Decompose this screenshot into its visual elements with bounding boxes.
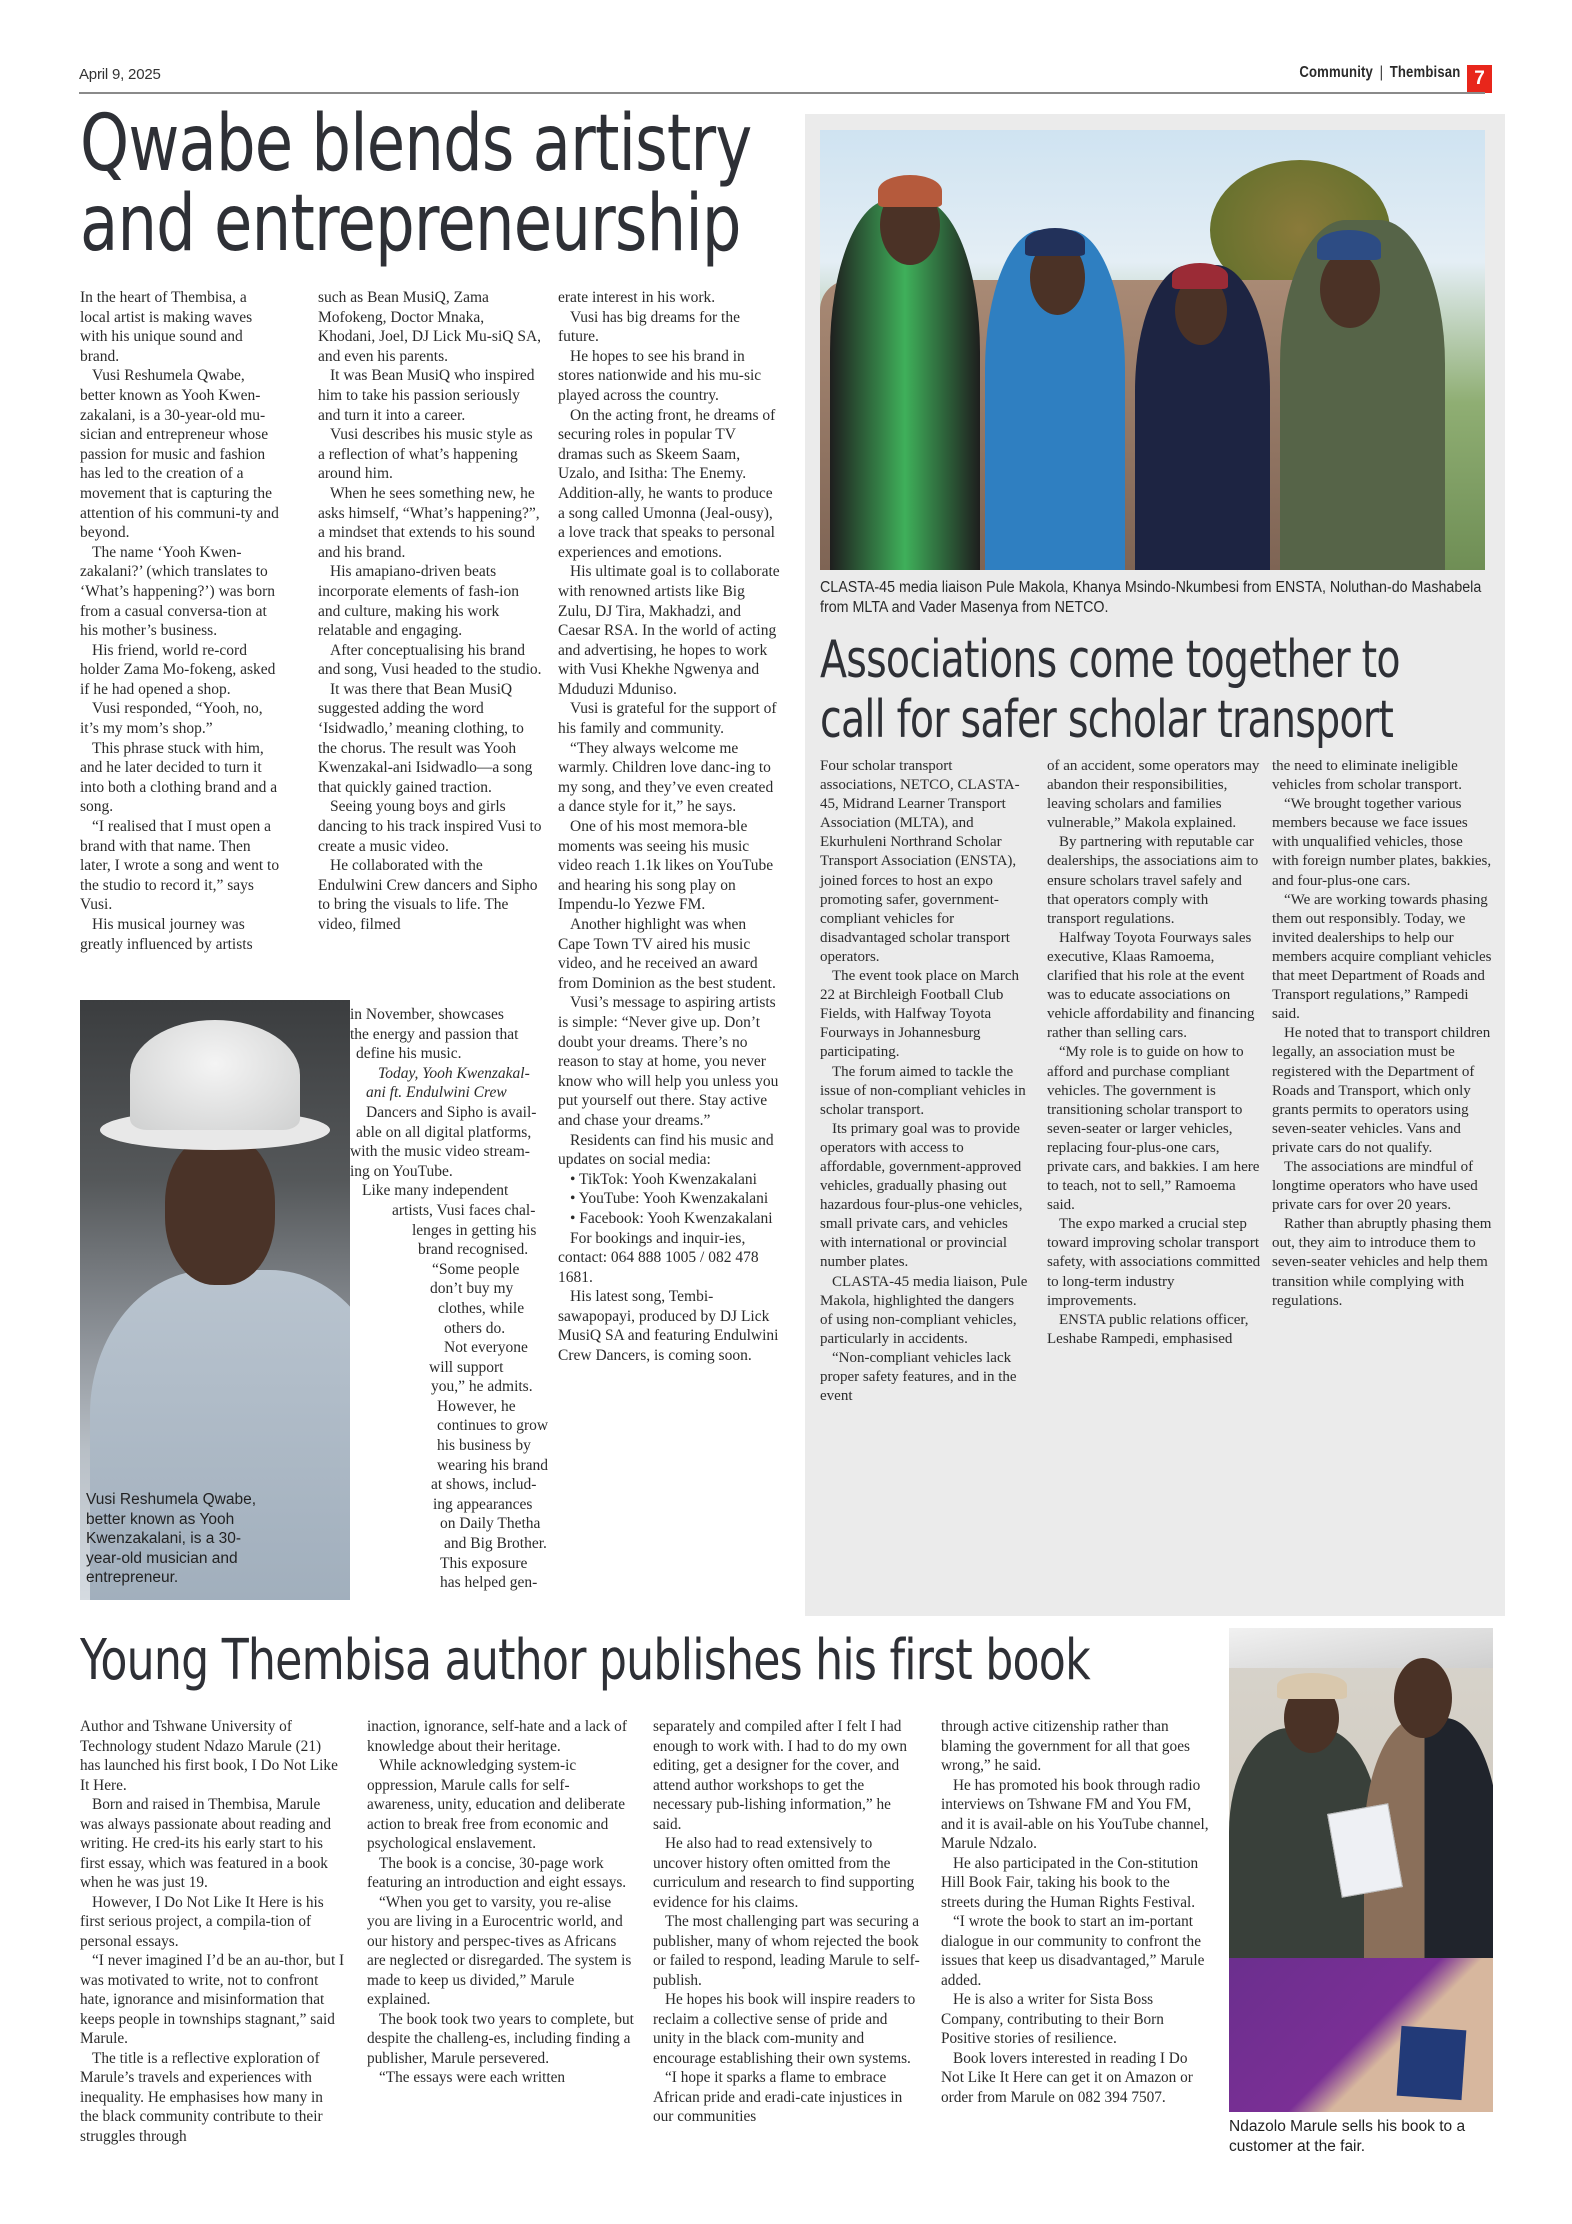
paragraph: He hopes his book will inspire readers to reclaim a collective sense of pride and unity in the black com-munity and encourage establishing their own systems. [653,1991,916,2067]
story3-column-3 [653,1717,921,2127]
paragraph: He collaborated with the Endulwini Crew dancers and Sipho to bring the visuals to life. The video, filmed [318,857,538,933]
wrap-line: clothes, while [438,1299,525,1317]
paragraph: such as Bean MusiQ, Zama Mofokeng, Doctor Mnaka, Khodani, Joel, DJ Lick Mu-siQ SA, and even his parents. [318,289,542,365]
section-separator: | [1379,64,1383,81]
paragraph: On the acting front, he dreams of securing roles in popular TV dramas such as Skeem Saam, Uzalo, and Isitha: The Enemy. Addition-ally, he wants to produce a song called Umonna (Jeal-ousy), a love track that speaks to personal experiences and emotions. [558,406,776,561]
paragraph: His amapiano-driven beats incorporate elements of fash-ion and culture, making his work relatable and engaging. [318,563,519,640]
paragraph: However, I Do Not Like It Here is his first serious project, a compila-tion of personal essays. [80,1893,324,1950]
wrap-line: don’t buy my [430,1280,514,1298]
paragraph: “My role is to guide on how to afford and purchase compliant vehicles. The government is transitioning scholar transport to seven-seater or larger vehicles, replacing four-plus-one cars, private cars, and bakkies. I am here to teach, not to sell,” Ramoema said. [1047,1044,1260,1214]
paragraph: Book lovers interested in reading I Do Not Like It Here can get it on Amazon or order from Marule on 082 394 7507. [941,2049,1193,2106]
paragraph: His musical journey was greatly influenced by artists [80,916,253,953]
wrap-line: define his music. [356,1045,462,1063]
paragraph: He has promoted his book through radio interviews on Tshwane FM and You FM, and it is avail-able on his YouTube channel, Marule Ndzalo. [941,1776,1209,1852]
paragraph: The most challenging part was securing a publisher, many of whom rejected the book or failed to respond, leading Marule to self-publish. [653,1913,920,1989]
paragraph: CLASTA-45 media liaison, Pule Makola, highlighted the dangers of using non-compliant vehicles, particularly in accidents. [820,1273,1028,1347]
paragraph: ENSTA public relations officer, Leshabe Rampedi, emphasised [1047,1311,1249,1347]
paragraph: He also had to read extensively to uncover history often omitted from the curriculum and research to find supporting evidence for his claims. [653,1835,915,1911]
paragraph: The associations are mindful of longtime operators who have used private cars for over 20 years. [1272,1158,1478,1214]
story1-column-1 [80,288,280,954]
story3-column-1 [80,1717,345,2146]
paragraph: He noted that to transport children legally, an association must be registered with the Department of Roads and Transport, which only grants permits to operators using seven-seater vehicles. Vans and private cars do not qualify. [1272,1025,1491,1156]
story1-column-3 [558,288,780,1366]
photo-face-shape [165,1135,275,1285]
wrap-line: at shows, includ- [431,1476,537,1494]
photo-head-4 [1320,250,1380,328]
wrap-line: This exposure [440,1554,528,1572]
paragraph: The event took place on March 22 at Birchleigh Football Club Fields, with Halfway Toyota Fourways in Johannesburg participating. [820,968,1020,1061]
paragraph: “The essays were each written [379,2069,566,2086]
header-rule [79,92,1485,94]
wrap-line: lenges in getting his [412,1221,537,1239]
group-photo-caption: CLASTA-45 media liaison Pule Makola, Khanya Msindo-Nkumbesi from ENSTA, Noluthan-do Mashabela from MLTA and Vader Masenya from NETCO. [820,579,1482,616]
paragraph: It was Bean MusiQ who inspired him to take his passion seriously and turn it into a career. [318,367,535,424]
photo-cap-4 [1317,230,1381,260]
story1-headline-line1: Qwabe blends artistry [80,99,752,189]
wrap-line: Like many independent [362,1182,509,1200]
paragraph: Vusi describes his music style as a reflection of what’s happening around him. [318,426,533,483]
photo-cap-3 [1172,263,1228,289]
paragraph: He is also a writer for Sista Boss Company, contributing to their Born Positive stories of resilience. [941,1991,1164,2047]
wrap-line: continues to grow [437,1417,549,1435]
paragraph: Seeing young boys and girls dancing to his track inspired Vusi to create a music video. [318,798,542,855]
paragraph: The title is a reflective exploration of Marule’s travels and experiences with inequality. He emphasises how many in the black community contribute to their struggles through [80,2049,323,2145]
photo-cap-2 [1025,228,1085,256]
wrap-line: has helped gen- [440,1574,538,1592]
list-item: • TikTok: Yooh Kwenzakalani [570,1170,757,1188]
paragraph: When he sees something new, he asks himself, “What’s happening?”, a mindset that extends to his sound and his brand. [318,484,540,561]
story3-column-4 [941,1717,1209,2107]
wrap-line: However, he [437,1397,516,1415]
paragraph: of an accident, some operators may abandon their responsibilities, leaving scholars and families vulnerable,” Makola explained. [1047,758,1260,832]
story1-column-2-wraparound [350,1005,550,1593]
photo-customer-head [1394,1658,1452,1738]
wrap-line: Dancers and Sipho is avail- [366,1103,537,1121]
paragraph: The book is a concise, 30-page work featuring an introduction and eight essays. [367,1854,627,1891]
paragraph: His friend, world re-cord holder Zama Mo-fokeng, asked if he had opened a shop. [80,641,276,698]
story1-headline-line2: and entrepreneurship [80,179,741,269]
paragraph: For bookings and inquir-ies, contact: 064 888 1005 / 082 478 1681. [558,1229,759,1286]
paragraph: Vusi has big dreams for the future. [558,308,740,346]
wrap-line: and Big Brother. [444,1535,547,1553]
photo-author-cap [1277,1673,1347,1699]
paragraph: separately and compiled after I felt I had enough to work with. I had to do my own editing, get a designer for the cover, and attend author workshops to get the necessary pub-lishing information,” he said. [653,1718,908,1833]
paragraph: “We are working towards phasing them out responsibly. Today, we invited dealerships to help our members acquire compliant vehicles that meet Department of Roads and Transport regulations,” Rampedi said. [1272,891,1492,1023]
paragraph: This phrase stuck with him, and he later decided to turn it into both a clothing brand and a song. [80,739,278,816]
paragraph: “I realised that I must open a brand with that name. Then later, I wrote a song and went to the studio to record it,” says Vusi. [80,818,280,914]
paragraph: “We brought together various members because we face issues with unqualified vehicles, those with foreign number plates, bakkies, and four-plus-one cars. [1272,796,1492,889]
story3-column-2 [367,1717,635,2088]
paragraph: He hopes to see his brand in stores nationwide and his mu-sic played across the country. [558,347,762,404]
paragraph: His ultimate goal is to collaborate with renowned artists like Big Zulu, DJ Tira, Makhadzi, and Caesar RSA. In the world of acting and advertising, he hopes to work with Vusi Khekhe Ngwenya and Mduduzi Mduniso. [558,563,780,698]
book-fair-photo [1229,1628,1493,2112]
story2-headline-line2: call for safer scholar transport [820,690,1394,750]
paragraph: Residents can find his music and updates on social media: [558,1131,774,1169]
issue-date: April 9, 2025 [79,66,161,83]
section-label [1299,64,1460,82]
story2-headline-line1: Associations come together to [820,630,1400,690]
paragraph: “I wrote the book to start an im-portant dialogue in our community to confront the issues that keep us disadvantaged,” Marule added. [941,1913,1205,1989]
paragraph: Four scholar transport associations, NETCO, CLASTA-45, Midrand Learner Transport Association (MLTA), and Ekurhuleni Northrand Scholar Transport Association (ENSTA), joined forces to host an expo promoting safer, government-compliant vehicles for disadvantaged scholar transport operators. [820,758,1020,965]
paragraph: through active citizenship rather than blaming the government for all that goes wrong,” he said. [941,1718,1190,1774]
paragraph: Vusi is grateful for the support of his family and community. [558,700,777,738]
paragraph: “They always welcome me warmly. Children love danc-ing to my song, and they’ve even created a dance style for it,” he says. [558,739,774,816]
paragraph: One of his most memora-ble moments was seeing his music video reach 1.1k likes on YouTube and hearing his song play on Impendu-lo Yezwe FM. [558,818,774,914]
paragraph: Another highlight was when Cape Town TV aired his music video, and he received an award from Dominion as the best student. [558,916,776,992]
wrap-line: on Daily Thetha [440,1515,541,1533]
paragraph: The expo marked a crucial step toward improving scholar transport safety, with associations committed to long-term industry improvements. [1047,1216,1261,1309]
wrap-line: the energy and passion that [350,1025,519,1043]
wrap-line: brand recognised. [418,1241,529,1259]
story1-column-2 [318,288,543,935]
wrap-line: in November, showcases [350,1006,504,1023]
photo-second-book [1397,2026,1467,2100]
wrap-line: wearing his brand [437,1456,549,1474]
page-number-badge: 7 [1467,65,1492,93]
paragraph: Vusi’s message to aspiring artists is simple: “Never give up. Don’t doubt your dreams. There’s no reason to stay at home, you never know who will help you unless you put yourself out there. Stay active and chase your dreams.” [558,994,779,1129]
paragraph: “Non-compliant vehicles lack proper safety features, and in the event [820,1349,1017,1405]
wrap-line: “Some people [432,1260,520,1278]
paragraph: By partnering with reputable car dealerships, the associations aim to ensure scholars travel safely and that operators comply with transport regulations. [1047,834,1259,927]
story3-headline: Young Thembisa author publishes his first book [80,1628,1090,1693]
paragraph: Born and raised in Thembisa, Marule was always passionate about reading and writing. He cred-its his early start to his first essay, which was featured in a book when he was just 19. [80,1796,332,1891]
wrap-line: will support [429,1358,504,1376]
paragraph: While acknowledging system-ic oppression, Marule calls for self-awareness, unity, education and deliberate action to break free from economic and psychological enslavement. [367,1757,626,1852]
paragraph: Vusi responded, “Yooh, no, it’s my mom’s shop.” [80,700,263,738]
photo-bucket-hat-shape [130,1020,300,1130]
paragraph: Vusi Reshumela Qwabe, better known as Yooh Kwen-zakalani, is a 30-year-old mu-sician and entrepreneur whose passion for music and fashion has led to the creation of a movement that is capturing the attention of his communi-ty and beyond. [80,367,279,542]
photo-tent-shape [1229,1628,1493,1668]
wrap-line: artists, Vusi faces chal- [392,1201,536,1219]
wrap-line: others do. [444,1319,506,1337]
story2-headline [820,630,1400,750]
paragraph: “I hope it sparks a flame to embrace African pride and eradi-cate injustices in our communities [653,2069,903,2125]
section-name: Community [1298,64,1373,81]
wrap-line: his business by [437,1437,531,1455]
paragraph: Halfway Toyota Fourways sales executive, Klaas Ramoema, clarified that his role at the event was to educate associations on vehicle affordability and financing rather than selling cars. [1047,929,1255,1042]
photo-cap-1 [878,175,942,207]
list-item: • YouTube: Yooh Kwenzakalani [570,1190,769,1208]
story1-headline [80,99,752,269]
paragraph: He also participated in the Con-stitution Hill Book Fair, taking his book to the streets during the Human Rights Festival. [941,1854,1199,1911]
wrap-line: ing appearances [433,1495,533,1513]
paragraph: His latest song, Tembi-sawapopayi, produced by DJ Lick MusiQ SA and featuring Endulwini Crew Dancers, is coming soon. [558,1288,779,1365]
story2-column-3 [1272,757,1492,1311]
paragraph: It was there that Bean MusiQ suggested adding the word ‘Isidwadlo,’ meaning clothing, to the chorus. The result was Yooh Kwenzakal-ani Isidwadlo—a song that quickly gained traction. [318,680,533,796]
paragraph: After conceptualising his brand and song, Vusi headed to the studio. [318,641,542,679]
paragraph: Rather than abruptly phasing them out, they aim to introduce them to seven-seater vehicles and help them transition while complying with regulations. [1272,1216,1492,1309]
wrap-line: with the music video stream- [350,1143,530,1161]
associations-group-photo [820,130,1485,570]
book-photo-caption: Ndazolo Marule sells his book to a customer at the fair. [1229,2118,1466,2155]
paragraph: inaction, ignorance, self-hate and a lack of knowledge about their heritage. [367,1718,627,1755]
paragraph: Its primary goal was to provide operators with access to affordable, government-approved vehicles, gradually phasing out hazardous four-plus-one vehicles, small private cars, and vehicles with international or provincial number plates. [820,1120,1023,1271]
list-item: • Facebook: Yooh Kwenzakalani [570,1209,773,1227]
wrap-line: Today, Yooh Kwenzakal- [378,1064,530,1082]
paragraph: erate interest in his work. [558,289,716,306]
wrap-line: ing on YouTube. [350,1162,453,1180]
vusi-photo-caption: Vusi Reshumela Qwabe, better known as Yooh Kwenzakalani, is a 30-year-old musician and entrepreneur. [86,1491,257,1586]
wrap-line: Not everyone [444,1339,528,1357]
story2-column-2 [1047,757,1262,1349]
paragraph: The name ‘Yooh Kwen-zakalani?’ (which translates to ‘What’s happening?’) was born from a casual conversa-tion at his mother’s business. [80,543,275,640]
wrap-line: ani ft. Endulwini Crew [366,1084,507,1102]
paragraph: Author and Tshwane University of Technology student Ndazo Marule (21) has launched his first book, I Do Not Like It Here. [80,1718,338,1794]
paragraph: The book took two years to complete, but despite the challeng-es, including finding a publisher, Marule persevered. [367,2010,634,2067]
paragraph: “When you get to varsity, you re-alise you are living in a Eurocentric world, and our history and perspec-tives as Africans are neglected or disregarded. The system is made to keep us divided,” Marule explained. [367,1893,632,2008]
wrap-line: you,” he admits. [431,1378,533,1396]
paragraph: “I never imagined I’d be an au-thor, but I was motivated to write, not to confront hate, ignorance and misinformation that keeps people in townships stagnant,” said Marule. [80,1952,345,2047]
story2-column-1 [820,757,1030,1406]
wrap-line: able on all digital platforms, [356,1123,532,1141]
paragraph: the need to eliminate ineligible vehicles from scholar transport. [1272,758,1462,794]
paragraph: The forum aimed to tackle the issue of non-compliant vehicles in scholar transport. [820,1063,1026,1118]
paragraph: In the heart of Thembisa, a local artist is making waves with his unique sound and brand. [80,289,253,365]
publication-name: Thembisan [1389,64,1460,81]
